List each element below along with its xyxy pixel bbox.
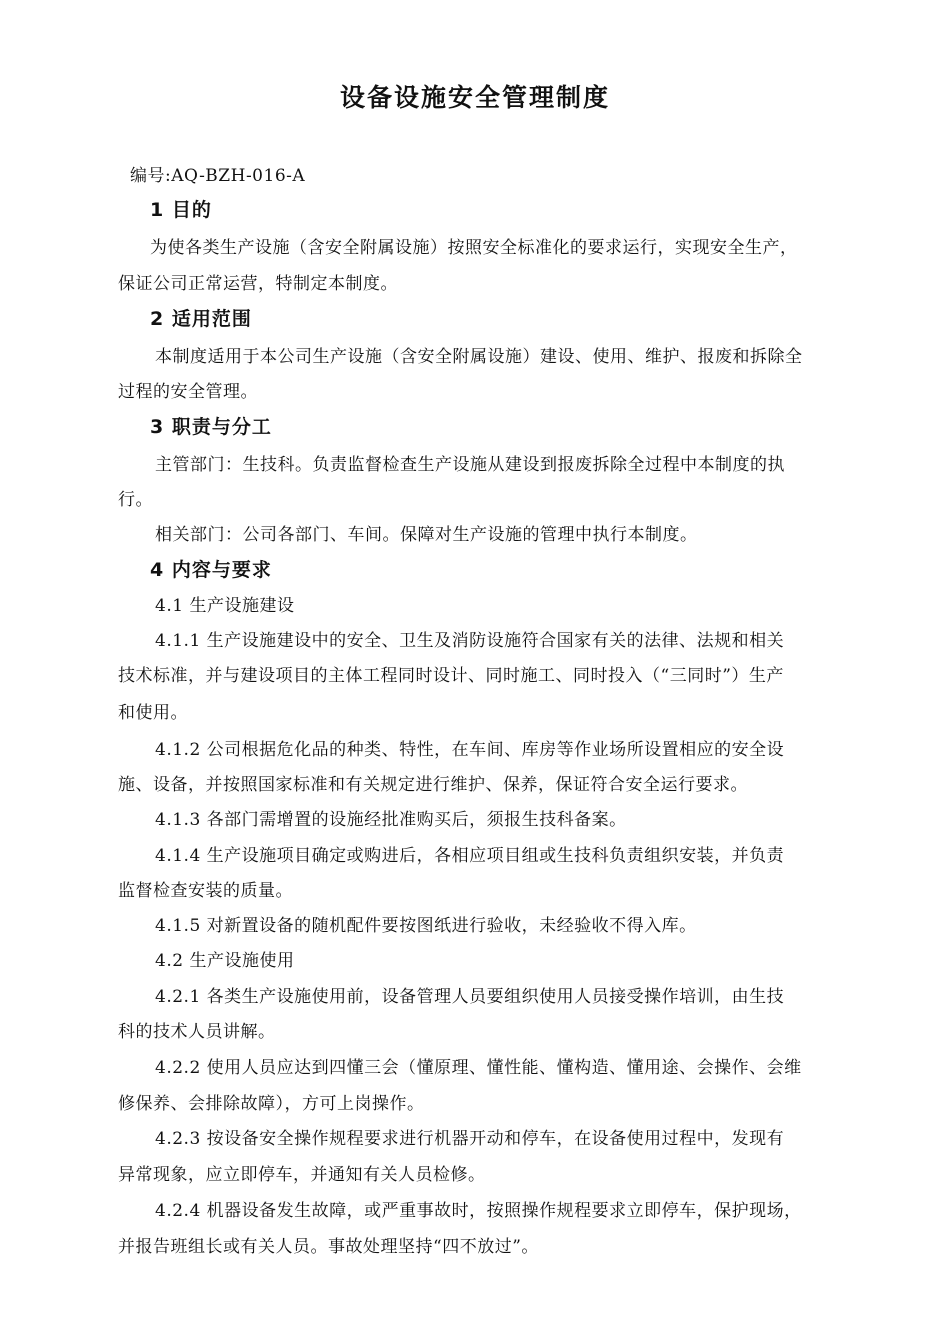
clause-line: 4.2.4 机器设备发生故障，或严重事故时，按照操作规程要求立即停车，保护现场， — [155, 1201, 802, 1221]
section-3-paragraph-line: 相关部门：公司各部门、车间。保障对生产设施的管理中执行本制度。 — [155, 525, 698, 545]
clause-line: 科的技术人员讲解。 — [118, 1022, 276, 1042]
clause-line: 4.1.3 各部门需增置的设施经批准购买后，须报生技科备案。 — [155, 810, 627, 830]
clause-line: 施、设备，并按照国家标准和有关规定进行维护、保养，保证符合安全运行要求。 — [118, 775, 748, 795]
clause-line: 4.1.1 生产设施建设中的安全、卫生及消防设施符合国家有关的法律、法规和相关 — [155, 631, 785, 651]
section-2-heading: 2 适用范围 — [150, 308, 252, 330]
section-1-paragraph-line: 保证公司正常运营，特制定本制度。 — [118, 274, 398, 294]
clause-line: 4.2.3 按设备安全操作规程要求进行机器开动和停车，在设备使用过程中，发现有 — [155, 1129, 785, 1149]
clause-line: 4.1.4 生产设施项目确定或购进后，各相应项目组或生技科负责组织安装，并负责 — [155, 846, 785, 866]
section-2-paragraph-line: 本制度适用于本公司生产设施（含安全附属设施）建设、使用、维护、报废和拆除全 — [155, 347, 803, 367]
section-4-heading: 4 内容与要求 — [150, 559, 272, 581]
section-3-paragraph-line: 行。 — [118, 490, 153, 510]
clause-line: 异常现象，应立即停车，并通知有关人员检修。 — [118, 1165, 486, 1185]
section-1-paragraph-line: 为使各类生产设施（含安全附属设施）按照安全标准化的要求运行，实现安全生产， — [150, 238, 798, 258]
section-3-heading: 3 职责与分工 — [150, 416, 272, 438]
section-2-paragraph-line: 过程的安全管理。 — [118, 382, 258, 402]
clause-line: 监督检查安装的质量。 — [118, 881, 293, 901]
clause-line: 4.2.1 各类生产设施使用前，设备管理人员要组织使用人员接受操作培训，由生技 — [155, 987, 785, 1007]
section-1-heading: 1 目的 — [150, 199, 212, 221]
clause-line: 4.1.5 对新置设备的随机配件要按图纸进行验收，未经验收不得入库。 — [155, 916, 697, 936]
clause-line: 和使用。 — [118, 703, 188, 723]
clause-line: 4.2.2 使用人员应达到四懂三会（懂原理、懂性能、懂构造、懂用途、会操作、会维 — [155, 1058, 802, 1078]
subsection-heading: 4.1 生产设施建设 — [155, 596, 295, 616]
section-3-paragraph-line: 主管部门：生技科。负责监督检查生产设施从建设到报废拆除全过程中本制度的执 — [155, 455, 785, 475]
clause-line: 4.1.2 公司根据危化品的种类、特性，在车间、库房等作业场所设置相应的安全设 — [155, 740, 785, 760]
clause-line: 并报告班组长或有关人员。事故处理坚持“四不放过”。 — [118, 1237, 539, 1257]
page-title: 设备设施安全管理制度 — [339, 83, 610, 112]
document-code: 编号:AQ-BZH-016-A — [130, 166, 306, 186]
clause-line: 技术标准，并与建设项目的主体工程同时设计、同时施工、同时投入（“三同时”）生产 — [118, 666, 784, 686]
clause-line: 修保养、会排除故障），方可上岗操作。 — [118, 1094, 425, 1114]
subsection-heading: 4.2 生产设施使用 — [155, 951, 295, 971]
